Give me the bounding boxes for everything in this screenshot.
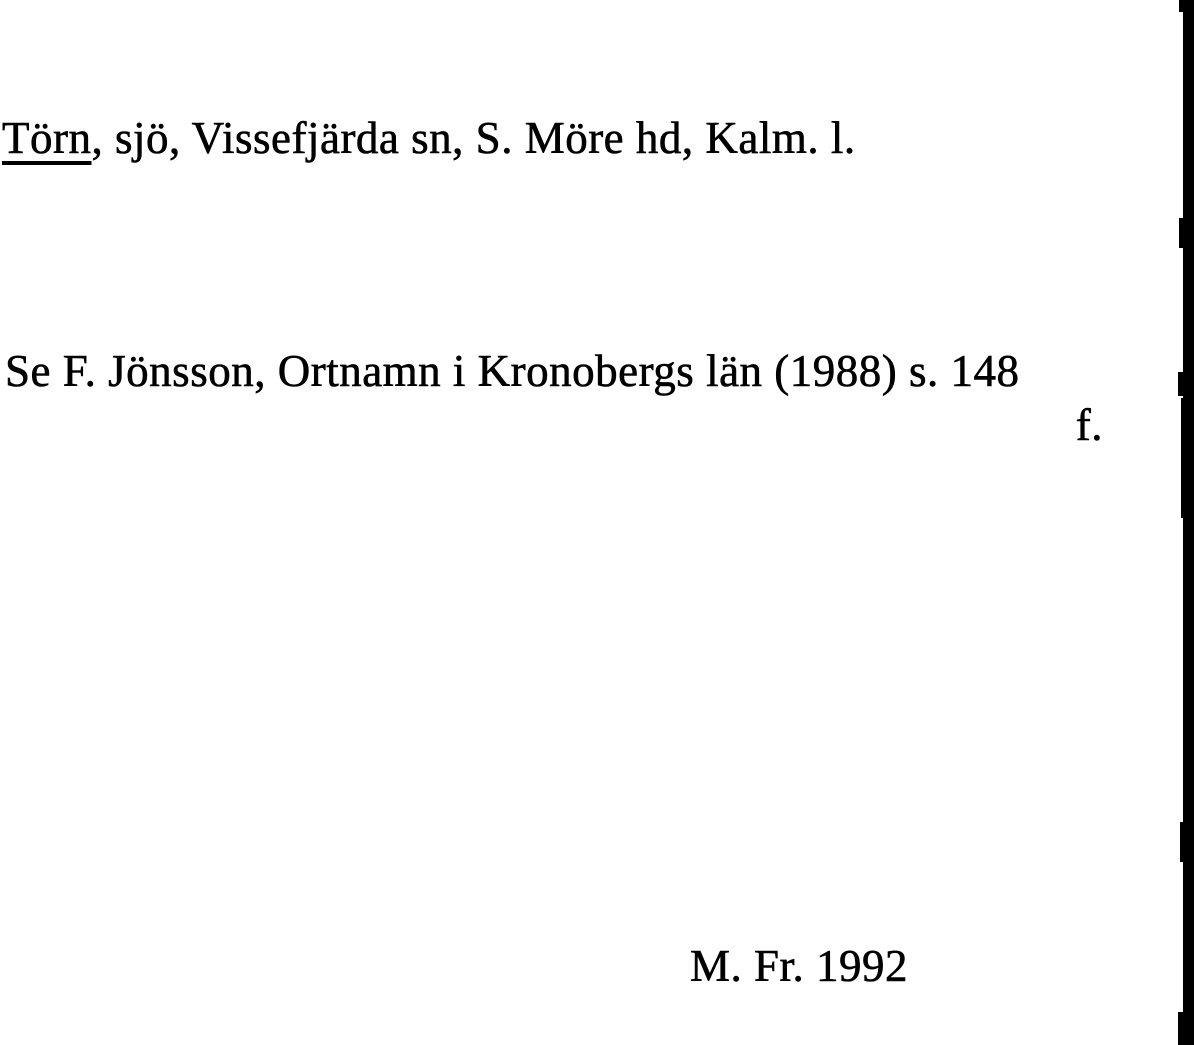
reference-line-2: f. — [1075, 400, 1103, 451]
scan-edge-notch — [1181, 398, 1183, 518]
signature: M. Fr. 1992 — [690, 941, 909, 991]
scan-edge-notch — [1179, 218, 1183, 248]
scan-edge-notch — [1178, 372, 1183, 396]
reference-line-1: Se F. Jönsson, Ortnamn i Kronobergs län (1988) s. 148 — [5, 346, 1020, 396]
scan-edge-notch — [1180, 822, 1183, 862]
scan-edge-notch — [1179, 0, 1183, 12]
reference-paragraph — [5, 345, 1103, 452]
headword-line — [2, 112, 856, 165]
headword-line-rest: , sjö, Vissefjärda sn, S. Möre hd, Kalm. l. — [91, 113, 856, 163]
scan-edge-artifact — [1183, 0, 1194, 1045]
headword: Törn — [2, 113, 92, 163]
scan-edge-notch — [1178, 1012, 1183, 1045]
